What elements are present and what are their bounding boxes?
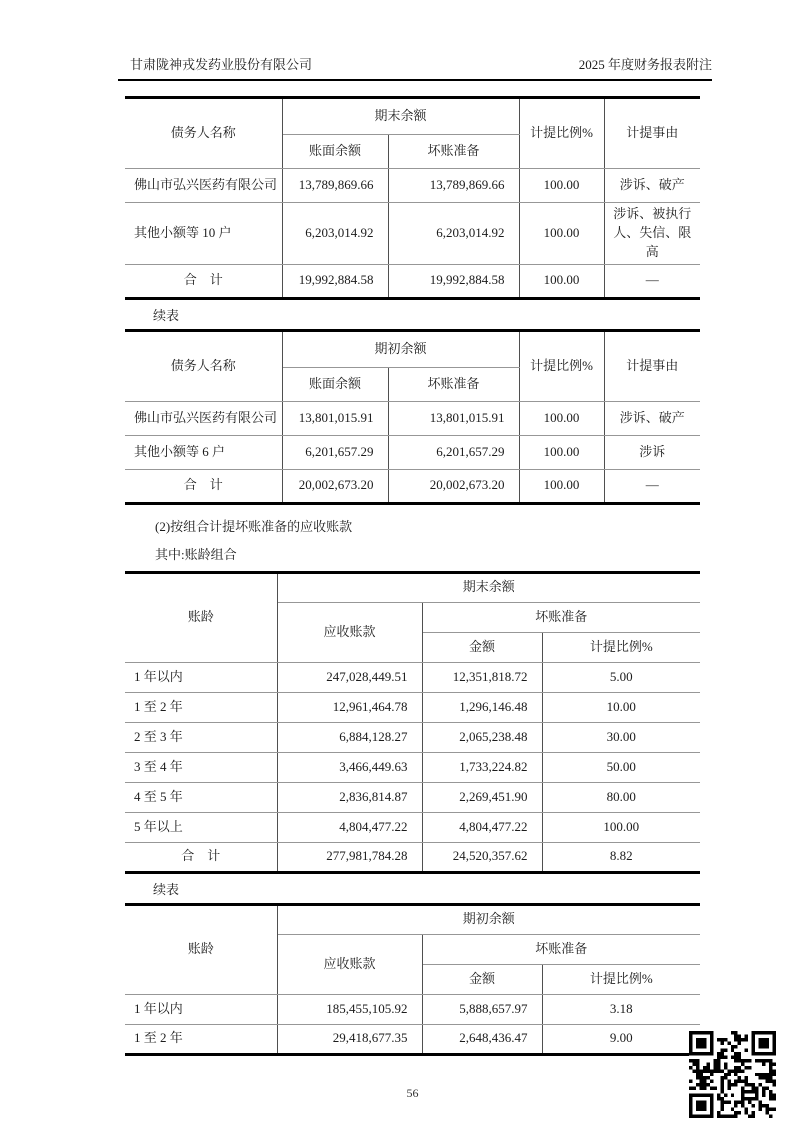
table-row — [125, 662, 700, 692]
col-accounts-receivable: 应收账款 — [277, 934, 422, 994]
amount-cell: 5,888,657.97 — [422, 994, 542, 1024]
reason-cell: 涉诉、破产 — [604, 401, 700, 435]
ratio-cell: 3.18 — [542, 994, 700, 1024]
receivable-cell: 247,028,449.51 — [277, 662, 422, 692]
total-label-cell: 合 计 — [125, 264, 282, 298]
table-row — [125, 401, 700, 435]
col-provision-reason: 计提事由 — [604, 98, 700, 169]
ratio-cell: 100.00 — [519, 469, 604, 503]
debtor-name-cell: 佛山市弘兴医药有限公司 — [125, 401, 282, 435]
ratio-cell: 100.00 — [519, 264, 604, 298]
aging-group-note: 其中:账龄组合 — [155, 546, 237, 562]
ratio-cell: 100.00 — [519, 203, 604, 265]
reason-cell: 涉诉、被执行人、失信、限高 — [604, 203, 700, 265]
table-row — [125, 692, 700, 722]
ratio-cell: 30.00 — [542, 722, 700, 752]
debtor-name-cell: 其他小额等 6 户 — [125, 435, 282, 469]
aging-cell: 4 至 5 年 — [125, 782, 277, 812]
col-aging: 账龄 — [125, 904, 277, 994]
reason-cell: — — [604, 264, 700, 298]
col-bad-debt-group: 坏账准备 — [422, 934, 700, 964]
book-balance-cell: 19,992,884.58 — [282, 264, 388, 298]
ratio-cell: 100.00 — [519, 169, 604, 203]
ratio-cell: 10.00 — [542, 692, 700, 722]
total-label-cell: 合 计 — [125, 469, 282, 503]
col-debtor-name: 债务人名称 — [125, 98, 282, 169]
aging-cell: 1 年以内 — [125, 662, 277, 692]
debtor-name-cell: 其他小额等 10 户 — [125, 203, 282, 265]
receivable-cell: 3,466,449.63 — [277, 752, 422, 782]
reason-cell: 涉诉、破产 — [604, 169, 700, 203]
debtor-table-beginning — [125, 329, 700, 505]
table-row — [125, 812, 700, 842]
ratio-cell: 100.00 — [542, 812, 700, 842]
col-provision-ratio: 计提比例% — [542, 632, 700, 662]
page-number: 56 — [406, 1085, 419, 1100]
col-accounts-receivable: 应收账款 — [277, 602, 422, 662]
aging-cell: 5 年以上 — [125, 812, 277, 842]
table-row-total — [125, 264, 700, 298]
receivable-cell: 2,836,814.87 — [277, 782, 422, 812]
group-provision-note: (2)按组合计提坏账准备的应收账款 — [155, 518, 353, 534]
page-content — [125, 96, 700, 1101]
amount-cell: 4,804,477.22 — [422, 812, 542, 842]
col-amount: 金额 — [422, 964, 542, 994]
ratio-cell: 50.00 — [542, 752, 700, 782]
col-provision-ratio: 计提比例% — [519, 98, 604, 169]
bad-debt-cell: 13,789,869.66 — [388, 169, 519, 203]
amount-cell: 2,648,436.47 — [422, 1024, 542, 1054]
col-book-balance: 账面余额 — [282, 367, 388, 401]
book-balance-cell: 6,201,657.29 — [282, 435, 388, 469]
aging-cell: 1 至 2 年 — [125, 692, 277, 722]
amount-cell: 2,269,451.90 — [422, 782, 542, 812]
ratio-cell: 100.00 — [519, 435, 604, 469]
receivable-cell: 29,418,677.35 — [277, 1024, 422, 1054]
aging-cell: 2 至 3 年 — [125, 722, 277, 752]
ratio-cell: 8.82 — [542, 842, 700, 872]
bad-debt-cell: 19,992,884.58 — [388, 264, 519, 298]
col-book-balance: 账面余额 — [282, 135, 388, 169]
book-balance-cell: 13,801,015.91 — [282, 401, 388, 435]
col-beginning-balance-group: 期初余额 — [277, 904, 700, 934]
amount-cell: 12,351,818.72 — [422, 662, 542, 692]
aging-cell: 1 至 2 年 — [125, 1024, 277, 1054]
ratio-cell: 80.00 — [542, 782, 700, 812]
table-row — [125, 435, 700, 469]
bad-debt-cell: 13,801,015.91 — [388, 401, 519, 435]
ratio-cell: 5.00 — [542, 662, 700, 692]
table-row-total — [125, 469, 700, 503]
receivable-cell: 277,981,784.28 — [277, 842, 422, 872]
ratio-cell: 100.00 — [519, 401, 604, 435]
table-row — [125, 203, 700, 265]
col-beginning-balance-group: 期初余额 — [282, 330, 519, 367]
continued-table-label: 续表 — [153, 881, 180, 897]
col-amount: 金额 — [422, 632, 542, 662]
book-balance-cell: 6,203,014.92 — [282, 203, 388, 265]
col-debtor-name: 债务人名称 — [125, 330, 282, 401]
aging-table-ending — [125, 571, 700, 874]
receivable-cell: 185,455,105.92 — [277, 994, 422, 1024]
table-row — [125, 994, 700, 1024]
col-provision-ratio: 计提比例% — [542, 964, 700, 994]
receivable-cell: 12,961,464.78 — [277, 692, 422, 722]
receivable-cell: 4,804,477.22 — [277, 812, 422, 842]
table-row — [125, 722, 700, 752]
amount-cell: 2,065,238.48 — [422, 722, 542, 752]
col-bad-debt-provision: 坏账准备 — [388, 367, 519, 401]
aging-cell: 3 至 4 年 — [125, 752, 277, 782]
page-header — [118, 54, 712, 81]
table-row — [125, 169, 700, 203]
table-row-total — [125, 842, 700, 872]
debtor-table-ending — [125, 96, 700, 300]
col-aging: 账龄 — [125, 572, 277, 662]
company-name: 甘肃陇神戎发药业股份有限公司 — [130, 57, 313, 72]
col-provision-reason: 计提事由 — [604, 330, 700, 401]
debtor-name-cell: 佛山市弘兴医药有限公司 — [125, 169, 282, 203]
table-row — [125, 752, 700, 782]
continued-table-label: 续表 — [153, 307, 180, 323]
report-title: 2025 年度财务报表附注 — [578, 57, 712, 72]
bad-debt-cell: 6,203,014.92 — [388, 203, 519, 265]
amount-cell: 1,296,146.48 — [422, 692, 542, 722]
qr-code-image — [686, 1031, 779, 1118]
amount-cell: 24,520,357.62 — [422, 842, 542, 872]
col-ending-balance-group: 期末余额 — [277, 572, 700, 602]
book-balance-cell: 20,002,673.20 — [282, 469, 388, 503]
total-label-cell: 合 计 — [125, 842, 277, 872]
col-bad-debt-group: 坏账准备 — [422, 602, 700, 632]
bad-debt-cell: 20,002,673.20 — [388, 469, 519, 503]
ratio-cell: 9.00 — [542, 1024, 700, 1054]
aging-cell: 1 年以内 — [125, 994, 277, 1024]
reason-cell: — — [604, 469, 700, 503]
table-row — [125, 1024, 700, 1054]
qr-code — [686, 1031, 779, 1118]
book-balance-cell: 13,789,869.66 — [282, 169, 388, 203]
receivable-cell: 6,884,128.27 — [277, 722, 422, 752]
col-bad-debt-provision: 坏账准备 — [388, 135, 519, 169]
bad-debt-cell: 6,201,657.29 — [388, 435, 519, 469]
col-provision-ratio: 计提比例% — [519, 330, 604, 401]
aging-table-beginning — [125, 903, 700, 1056]
col-ending-balance-group: 期末余额 — [282, 98, 519, 135]
reason-cell: 涉诉 — [604, 435, 700, 469]
table-row — [125, 782, 700, 812]
amount-cell: 1,733,224.82 — [422, 752, 542, 782]
